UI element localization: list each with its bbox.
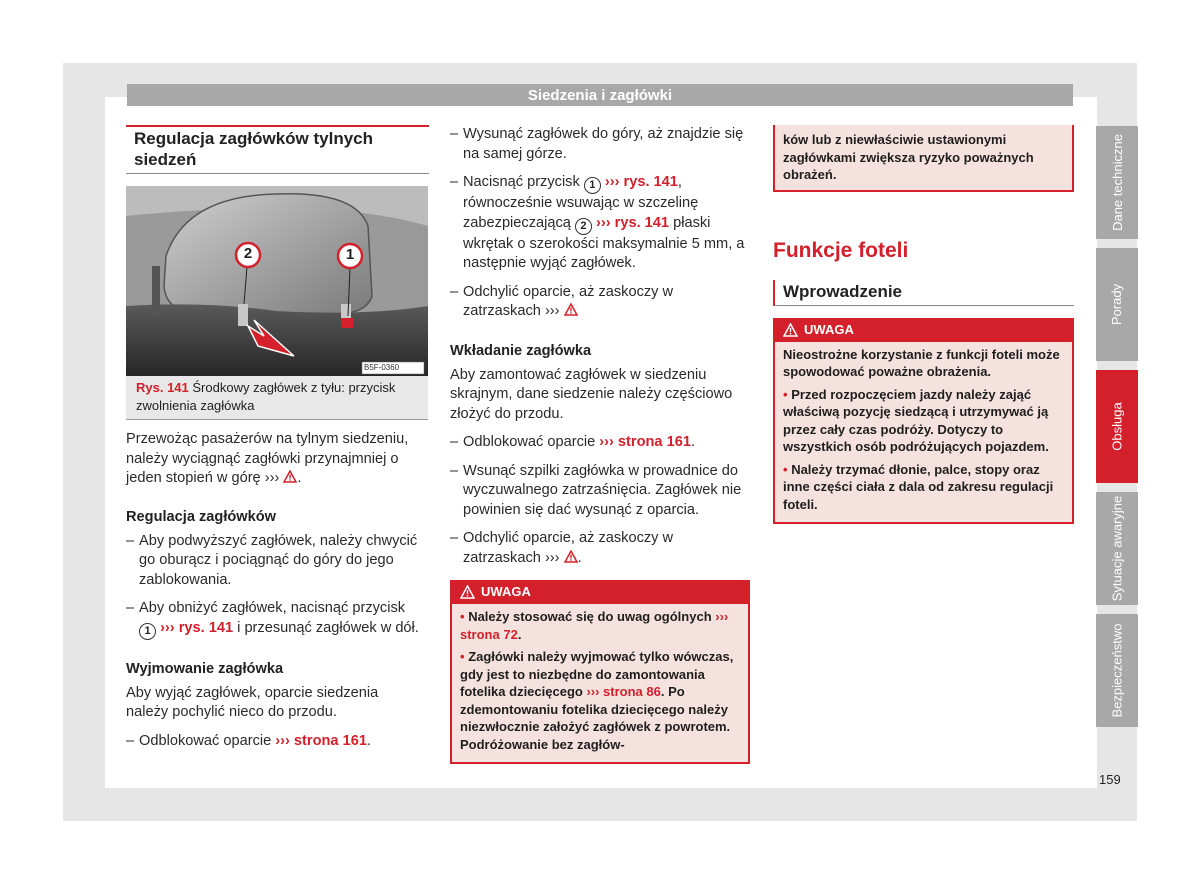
warning-bullet-1: [783, 386, 1064, 456]
warning-box-continued: [773, 125, 1074, 192]
ins3-text: Odchylić oparcie, aż zaskoczy w zatrzaskach: [463, 530, 674, 566]
warning-triangle-icon[interactable]: [564, 303, 578, 316]
bullet-icon: •: [460, 609, 465, 624]
warning-triangle-icon: [460, 585, 475, 599]
intro-arrows: ›››: [264, 470, 280, 486]
column-3: [773, 125, 1074, 524]
tab-obsluga[interactable]: [1096, 370, 1138, 483]
tab-label: Dane techniczne: [1109, 134, 1125, 231]
page-link-161[interactable]: ››› strona 161: [599, 434, 691, 450]
step3-text-a: Nacisnąć przycisk: [463, 174, 580, 190]
insert-intro: Aby zamontować zagłówek w siedzeniu skrajnym, dane siedzenie należy częściowo złożyć do przodu.: [450, 366, 733, 422]
remove-step-4: [450, 283, 750, 322]
bullet-icon: •: [783, 461, 788, 477]
insert-step-1: [450, 433, 750, 453]
tab-dane-techniczne[interactable]: [1096, 126, 1138, 239]
figure-marker-1: 1: [345, 246, 355, 263]
button-1-marker: 1: [584, 177, 601, 194]
figure-marker-2: 2: [243, 245, 253, 262]
warning-triangle-icon[interactable]: [283, 470, 297, 483]
intro-text: Przewożąc pasażerów na tylnym siedzeniu, należy wyciągnąć zagłówki przynajmniej o jeden stopień w górę: [126, 431, 409, 486]
warning-header: [452, 580, 748, 604]
warn3-b1-text: Przed rozpoczęciem jazdy należy zająć właściwą pozycję siedzącą i utrzymywać ją przez cały czas podróży. Dotyczy to wszystkich osób podróżujących pojazdem.: [783, 386, 1049, 454]
heading-remove: Wyjmowanie zagłówka: [126, 660, 284, 677]
warning-title: UWAGA: [804, 321, 854, 337]
column-2: [450, 125, 750, 764]
intro-paragraph: [126, 430, 419, 489]
tab-label: Bezpieczeństwo: [1109, 623, 1125, 718]
warning-header: [775, 318, 1072, 342]
warning-bullet-2: [460, 648, 740, 753]
page-link-86[interactable]: ››› strona 86: [586, 684, 661, 699]
warning-box-headrests: [450, 580, 750, 764]
warning-title: UWAGA: [481, 584, 531, 599]
figure-link-141[interactable]: ››› rys. 141: [596, 214, 670, 231]
ins3-end: .: [577, 549, 582, 566]
tab-label: Obsługa: [1109, 402, 1125, 451]
tab-label: Porady: [1109, 283, 1125, 326]
step3-text-b: , równocześnie wsuwając w szczelinę zabezpieczającą: [463, 174, 699, 231]
lower-text-b: i przesunąć zagłówek w dół.: [237, 619, 419, 636]
ins1-end: .: [690, 434, 695, 450]
bullet-icon: •: [783, 386, 788, 402]
section-title-introduction: Wprowadzenie: [773, 280, 1074, 306]
ins3-arrows: ›››: [544, 549, 560, 566]
tab-porady[interactable]: [1096, 248, 1138, 361]
column-1-body: [126, 430, 419, 751]
step4-text: Odchylić oparcie, aż zaskoczy w zatrzaskach: [463, 283, 674, 319]
tab-bezpieczenstwo[interactable]: [1096, 614, 1138, 727]
section-title-rear-headrests: Regulacja zagłówków tylnych siedzeń: [126, 125, 429, 174]
warning-continued-body: ków lub z niewłaściwie ustawionymi zagłówkami zwiększa ryzyko poważnych obrażeń.: [783, 132, 1034, 182]
page-number: 159: [1099, 772, 1121, 787]
step3-text-c: płaski wkrętak o szerokości maksymalnie 5 mm, a następnie wyjąć zagłówek.: [463, 214, 745, 271]
heading-insert: Wkładanie zagłówka: [450, 342, 592, 359]
warning-triangle-icon[interactable]: [564, 550, 578, 563]
remove-step-3: [450, 173, 750, 274]
warning-intro: Nieostrożne korzystanie z funkcji foteli może spowodować poważne obrażenia.: [783, 346, 1060, 379]
step4-arrows: ›››: [544, 303, 560, 319]
column-1: [126, 125, 429, 174]
page-link-72[interactable]: ››› strona 72: [460, 609, 729, 642]
intro-end: .: [297, 470, 302, 486]
headrest-illustration: [126, 186, 428, 376]
remove-step-1-end: .: [366, 732, 371, 749]
remove-intro: Aby wyjąć zagłówek, oparcie siedzenia należy pochylić nieco do przodu.: [126, 684, 379, 720]
heading-adjust: Regulacja zagłówków: [126, 508, 277, 525]
figure-code: B5F-0360: [364, 363, 400, 372]
list-item-lower: [126, 599, 419, 640]
warning-bullet-1: [460, 608, 740, 643]
remove-step-1-text: Odblokować oparcie: [139, 732, 272, 749]
warn3-b2-text: Należy trzymać dłonie, palce, stopy oraz inne części ciała z dala od zakresu regulacji foteli.: [783, 461, 1054, 512]
remove-step-2: – Wysunąć zagłówek do góry, aż znajdzie się na samej górze.: [450, 125, 750, 164]
slot-2-marker: 2: [575, 218, 592, 235]
section-big-title: Funkcje foteli: [773, 238, 909, 262]
lower-text-a: Aby obniżyć zagłówek, nacisnąć przycisk: [139, 600, 406, 616]
headrest-photo: [126, 186, 428, 376]
warning-body: [775, 342, 1072, 523]
insert-step-2: – Wsunąć szpilki zagłówka w prowadnice do wyczuwalnego zatrzaśnięcia. Zagłówek nie powinien się dać wysunąć z oparcia.: [450, 462, 750, 521]
tab-label: Sytuacje awaryjne: [1109, 495, 1125, 602]
figure-link-141[interactable]: ››› rys. 141: [160, 619, 234, 636]
insert-step-3: [450, 529, 750, 568]
figure-caption: [126, 376, 428, 420]
warning-bullet-2: [783, 461, 1064, 514]
warning-box-seat-functions: [773, 318, 1074, 525]
tab-sytuacje-awaryjne[interactable]: [1096, 492, 1138, 605]
figure-link-141[interactable]: ››› rys. 141: [604, 174, 678, 190]
warn-b2-text-b: . Po zdemontowaniu fotelika dziecięcego należy niezwłocznie założyć zagłówek z powrotem. Podróżowanie bez zagłów-: [460, 684, 731, 752]
button-1-marker: 1: [139, 623, 156, 640]
caption-text: Środkowy zagłówek z tyłu: przycisk zwolnienia zagłówka: [136, 380, 396, 413]
caption-figure-ref: Rys. 141: [136, 380, 189, 395]
list-item-raise: – Aby podwyższyć zagłówek, należy chwycić go oburącz i pociągnąć do góry do jego zablokowania.: [126, 532, 419, 591]
warn-b2-text-a: Zagłówki należy wyjmować tylko wówczas, gdy jest to niezbędne do zamontowania fotelika dziecięcego: [460, 649, 734, 699]
warning-triangle-icon: [783, 323, 798, 337]
bullet-icon: •: [460, 649, 465, 664]
warn-b1-end: .: [517, 626, 522, 642]
ins1-text: Odblokować oparcie: [463, 434, 596, 450]
warning-body: [452, 604, 748, 762]
page-link-161[interactable]: ››› strona 161: [275, 732, 367, 749]
warn-b1-text: Należy stosować się do uwag ogólnych: [468, 609, 712, 624]
chapter-header: Siedzenia i zagłówki: [127, 84, 1073, 106]
remove-step-1: [126, 732, 419, 752]
